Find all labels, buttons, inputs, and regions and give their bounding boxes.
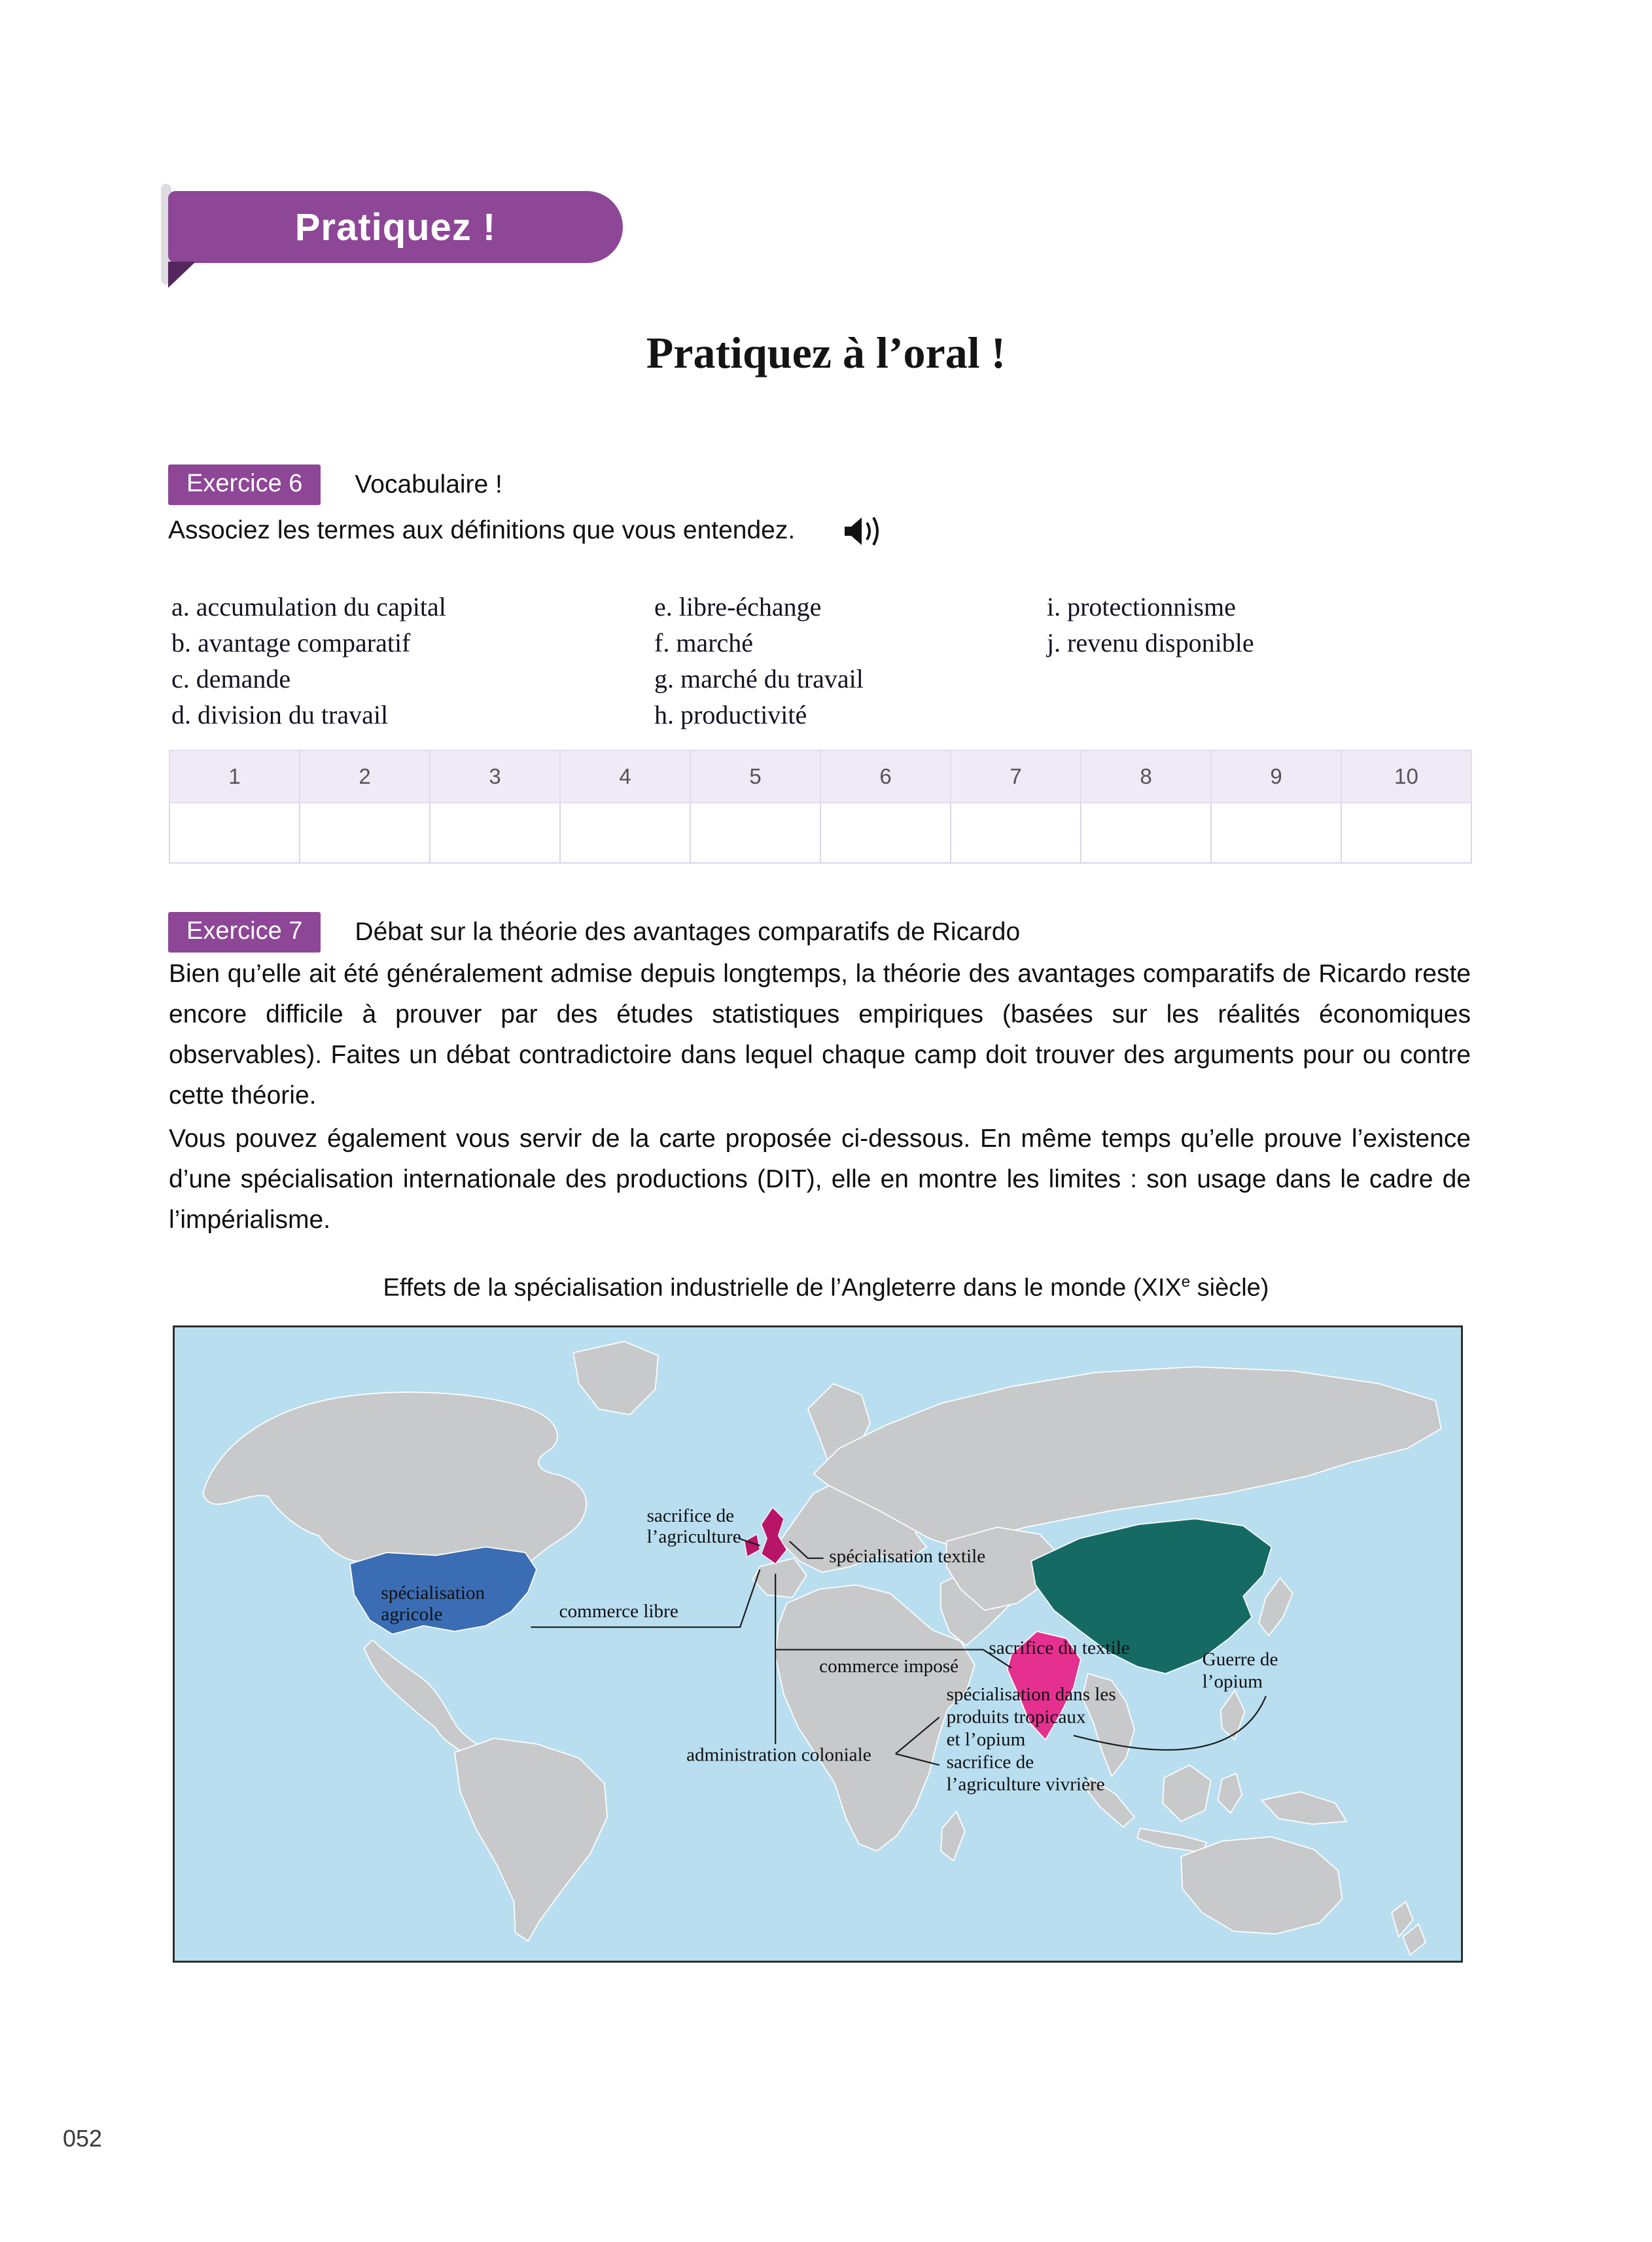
map-label-agriculture-vivriere: l’agriculture vivrière [946,1774,1105,1795]
answer-table-answer-row [169,803,1471,863]
exercise7-header [168,912,1020,953]
map-caption-text: Effets de la spécialisation industrielle de l’Angleterre dans le monde (XIX [383,1274,1182,1302]
map-label-administration-coloniale: administration coloniale [686,1744,871,1766]
vocab-item: f. marché [654,628,754,657]
ribbon-fold [168,262,196,288]
exercise7-paragraph-2: Vous pouvez également vous servir de la carte proposée ci-dessous. En même temps qu’elle prouve l’existence d’une spécialisation internationale des productions (DIT), elle en montre les limites : son usage dans le cadre de l’impérialisme. [169,1125,1471,1234]
exercise6-heading: Vocabulaire ! [355,470,502,499]
vocab-item: b. avantage comparatif [171,628,411,657]
answer-table-cell [560,803,690,863]
exercise6-instruction: Associez les termes aux définitions que vous entendez. [168,516,796,544]
answer-table-header-cell: 4 [560,750,690,803]
vocab-item: i. protectionnisme [1047,592,1236,622]
answer-table-header-cell: 3 [430,750,560,803]
vocab-item: a. accumulation du capital [171,592,446,622]
vocab-column-2 [654,589,1047,733]
ribbon [168,191,623,263]
answer-table-header-cell: 10 [1341,750,1471,803]
map-caption-end: siècle) [1190,1274,1269,1302]
vocab-item: d. division du travail [171,700,389,729]
vocab-item: g. marché du travail [654,664,864,693]
answer-table-cell [1341,803,1471,863]
answer-table [169,750,1472,864]
answer-table-header-cell: 9 [1211,750,1341,803]
answer-table-cell [169,803,300,863]
ribbon-label: Pratiquez ! [294,205,497,249]
page-number: 052 [63,2125,103,2152]
answer-table-cell [951,803,1081,863]
page-title: Pratiquez à l’oral ! [646,328,1006,377]
map-caption [0,1273,1652,1303]
vocab-item: j. revenu disponible [1047,628,1254,657]
vocabulary-list [171,589,1475,733]
map-label-commerce-impose: commerce imposé [819,1656,959,1677]
exercise7-badge: Exercice 7 [168,912,321,953]
map-label-sacrifice-agriculture: sacrifice de [646,1505,735,1526]
answer-table-header-cell: 5 [690,750,820,803]
map-label-agriculture-vivriere: sacrifice de [946,1751,1034,1773]
answer-table-header-cell: 6 [820,750,951,803]
exercise6-badge: Exercice 6 [168,464,321,505]
map-label-produits-tropicaux: produits tropicaux [946,1706,1086,1728]
map-label-guerre-opium: l’opium [1202,1671,1263,1692]
map-label-produits-tropicaux: et l’opium [946,1728,1026,1750]
map-label-specialisation-agricole: agricole [381,1603,443,1625]
audio-speaker-icon [842,512,889,550]
answer-table-header-cell: 8 [1081,750,1211,803]
answer-table-header-cell: 2 [300,750,430,803]
answer-table-header-cell: 7 [951,750,1081,803]
answer-table-cell [430,803,560,863]
vocab-column-3 [1047,589,1475,733]
map-label-sacrifice-agriculture: l’agriculture [646,1526,741,1548]
answer-table-cell [1081,803,1211,863]
world-map [173,1325,1463,1963]
answer-table-cell [300,803,430,863]
exercise7-heading: Débat sur la théorie des avantages comparatifs de Ricardo [355,918,1021,946]
world-map-svg [175,1327,1461,1961]
map-label-produits-tropicaux: spécialisation dans les [946,1684,1116,1706]
answer-table-cell [1211,803,1341,863]
map-caption-sup: e [1181,1273,1191,1291]
vocab-item: e. libre-échange [654,592,822,622]
vocab-item: h. productivité [654,700,807,729]
answer-table-header-cell: 1 [169,750,300,803]
map-label-specialisation-agricole: spécialisation [381,1583,485,1604]
vocab-item: c. demande [171,664,291,693]
map-label-sacrifice-textile: sacrifice du textile [989,1638,1130,1659]
map-label-specialisation-textile: spécialisation textile [829,1546,986,1568]
answer-table-header-row [169,750,1471,803]
vocab-column-1 [171,589,654,733]
answer-table-cell [820,803,951,863]
exercise6-header [168,464,502,505]
exercise7-paragraph-1: Bien qu’elle ait été généralement admise depuis longtemps, la théorie des avantages comparatifs de Ricardo reste encore difficile à prouver par des études statistiques empiriques (basées sur les réalités économiques observables). Faites un débat contradictoire dans lequel chaque camp doit trouver des arguments pour ou contre cette théorie. [169,960,1471,1110]
answer-table-cell [690,803,820,863]
map-label-guerre-opium: Guerre de [1202,1649,1278,1670]
exercise7-body [169,954,1471,1243]
map-label-commerce-libre: commerce libre [559,1601,678,1622]
exercise6-instruction-row [168,512,889,550]
